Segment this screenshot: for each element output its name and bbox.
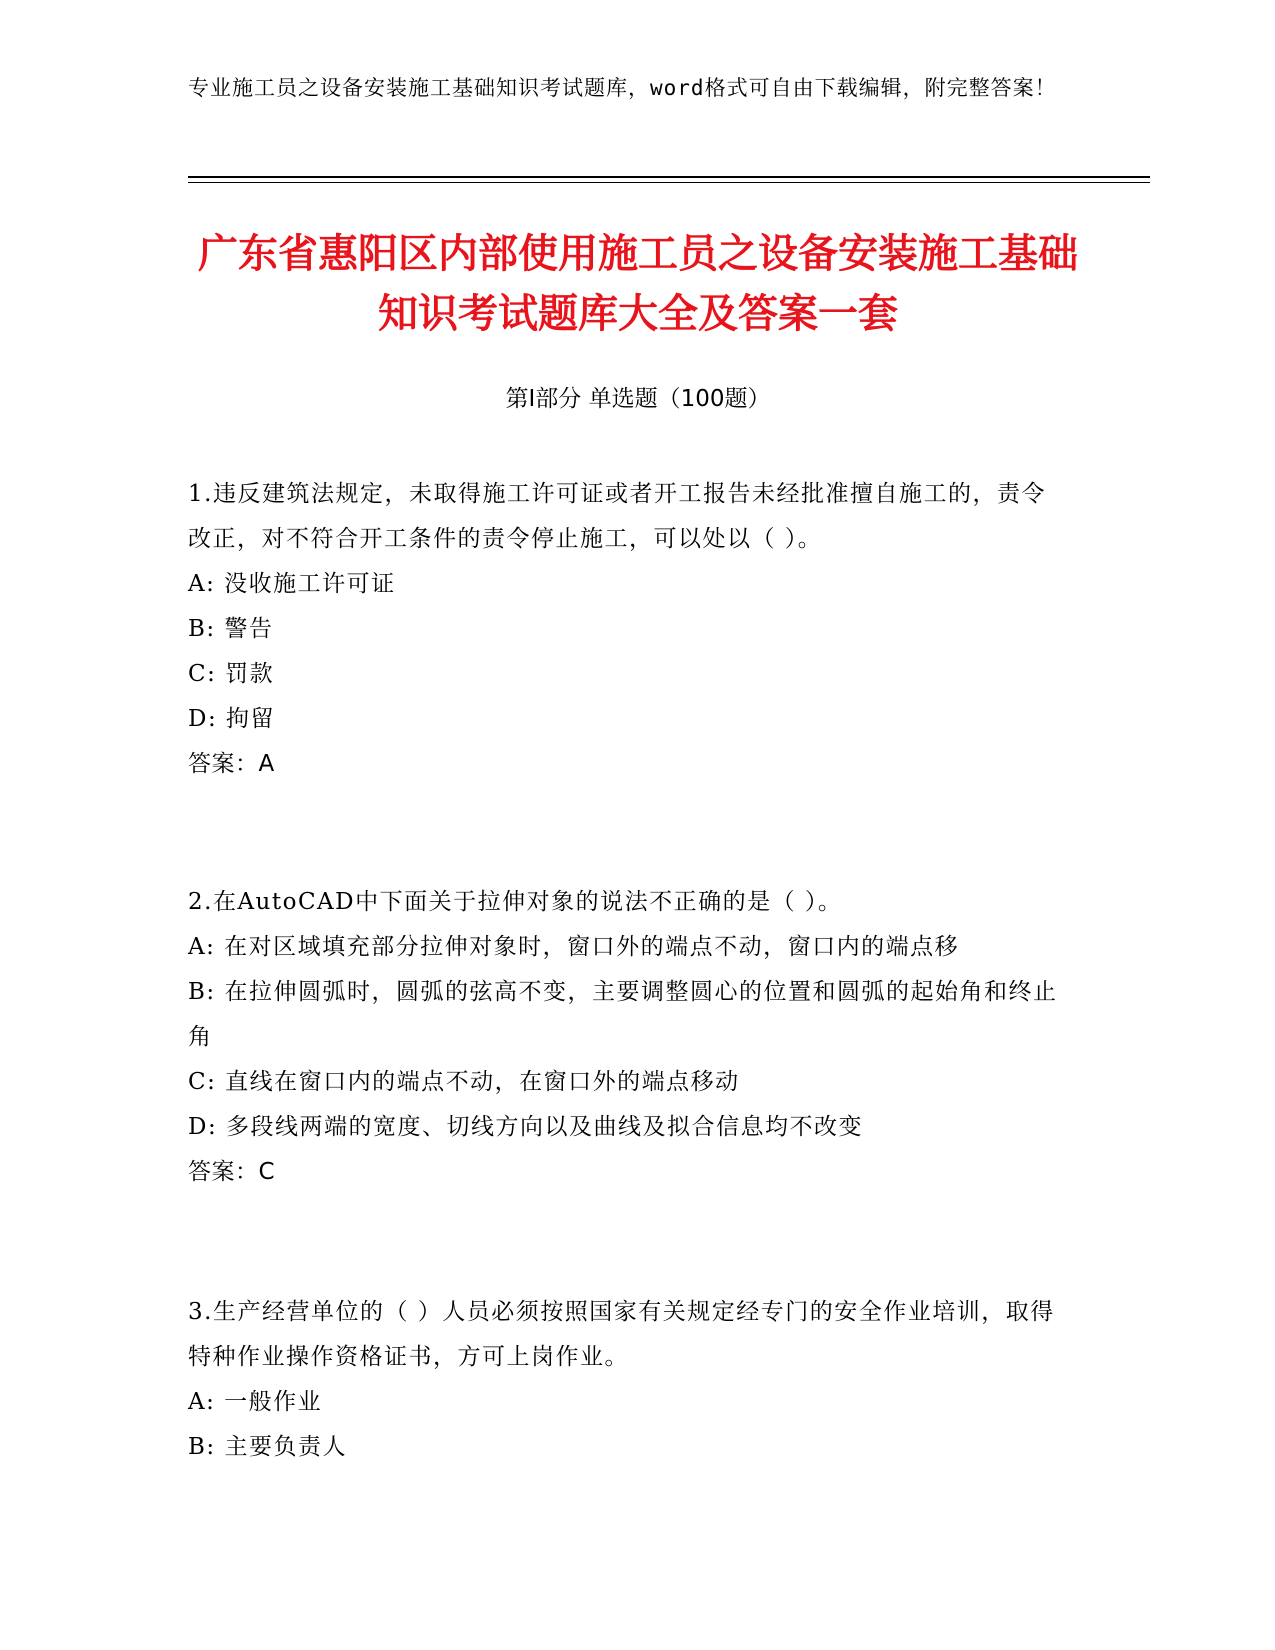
question-3 bbox=[188, 1290, 1068, 1470]
option-b: B: 主要负责人 bbox=[188, 1434, 347, 1460]
section-heading: 第I部分 单选题（100题） bbox=[505, 386, 771, 412]
answer: 答案：C bbox=[188, 1159, 276, 1185]
document-title: 广东省惠阳区内部使用施工员之设备安装施工基础知识考试题库大全及答案一套 bbox=[198, 231, 1078, 337]
option-c: C: 直线在窗口内的端点不动，在窗口外的端点移动 bbox=[188, 1069, 740, 1095]
question-stem: 3.生产经营单位的（ ）人员必须按照国家有关规定经专门的安全作业培训，取得特种作业操作资格证书，方可上岗作业。 bbox=[188, 1299, 1055, 1370]
question-stem: 2.在AutoCAD中下面关于拉伸对象的说法不正确的是（ ）。 bbox=[188, 889, 843, 915]
question-1 bbox=[188, 472, 1068, 787]
option-b: B: 警告 bbox=[188, 616, 274, 642]
answer: 答案：A bbox=[188, 751, 275, 777]
option-d: D: 多段线两端的宽度、切线方向以及曲线及拟合信息均不改变 bbox=[188, 1114, 864, 1140]
option-b: B: 在拉伸圆弧时，圆弧的弦高不变，主要调整圆心的位置和圆弧的起始角和终止角 bbox=[188, 979, 1058, 1050]
header-divider-thin bbox=[188, 182, 1150, 183]
header-note: 专业施工员之设备安装施工基础知识考试题库，word格式可自由下载编辑，附完整答案！ bbox=[188, 76, 1057, 100]
option-d: D: 拘留 bbox=[188, 706, 276, 732]
option-a: A: 在对区域填充部分拉伸对象时，窗口外的端点不动，窗口内的端点移 bbox=[188, 934, 960, 960]
question-stem: 1.违反建筑法规定，未取得施工许可证或者开工报告未经批准擅自施工的，责令改正，对不符合开工条件的责令停止施工，可以处以（ ）。 bbox=[188, 481, 1046, 552]
question-2 bbox=[188, 880, 1068, 1195]
option-c: C: 罚款 bbox=[188, 661, 275, 687]
header-divider-thick bbox=[188, 176, 1150, 178]
option-a: A: 一般作业 bbox=[188, 1389, 323, 1415]
option-a: A: 没收施工许可证 bbox=[188, 571, 396, 597]
